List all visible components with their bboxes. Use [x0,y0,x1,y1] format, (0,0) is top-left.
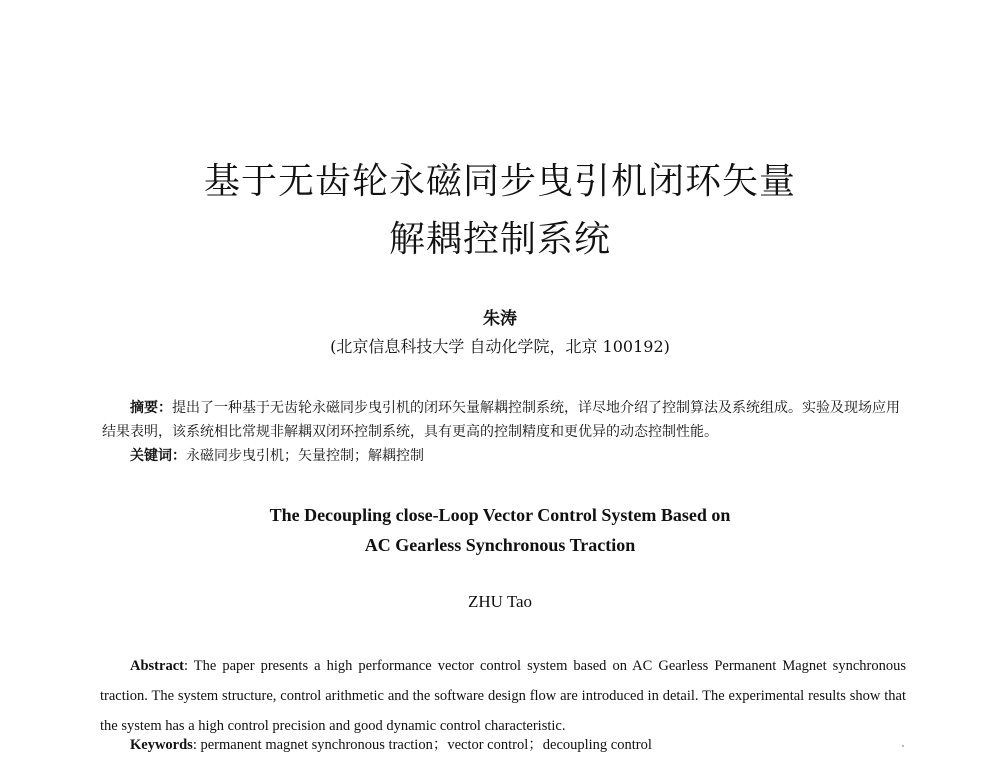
chinese-abstract-label: 摘要： [130,400,172,416]
chinese-abstract-text: 提出了一种基于无齿轮永磁同步曳引机的闭环矢量解耦控制系统，详尽地介绍了控制算法及系统组成。实验及现场应用结果表明，该系统相比常规非解耦双闭环控制系统，具有更高的控制精度和更优异的动态控制性能。 [102,400,900,440]
chinese-affiliation: (北京信息科技大学 自动化学院，北京 100192) [330,337,670,356]
english-title-line-1: The Decoupling close-Loop Vector Control System Based on [269,505,731,525]
scan-speck [902,745,904,747]
chinese-title-line-1: 基于无齿轮永磁同步曳引机闭环矢量 [203,161,796,202]
chinese-author: 朱涛 [483,309,517,329]
english-keywords [130,733,652,754]
chinese-keywords [130,444,938,468]
english-keywords-label: Keywords [130,737,193,753]
chinese-title-line-2: 解耦控制系统 [388,219,611,260]
english-abstract [100,651,906,741]
english-title-line-2: AC Gearless Synchronous Traction [364,535,636,555]
chinese-abstract [102,396,910,444]
english-abstract-text: : The paper presents a high performance vector control system based on AC Gearless Permanent Magnet synchronous traction. The system structure, control arithmetic and the software design flow are introduced in detail. The experimental results show that the system has a high control precision and good dynamic control characteristic. [100,658,906,734]
chinese-keywords-label: 关键词： [130,448,186,464]
english-author: ZHU Tao [467,592,533,611]
english-abstract-label: Abstract [130,658,184,674]
chinese-keywords-text: 永磁同步曳引机；矢量控制；解耦控制 [186,448,424,464]
english-keywords-text: : permanent magnet synchronous traction；vector control；decoupling control [192,737,652,753]
